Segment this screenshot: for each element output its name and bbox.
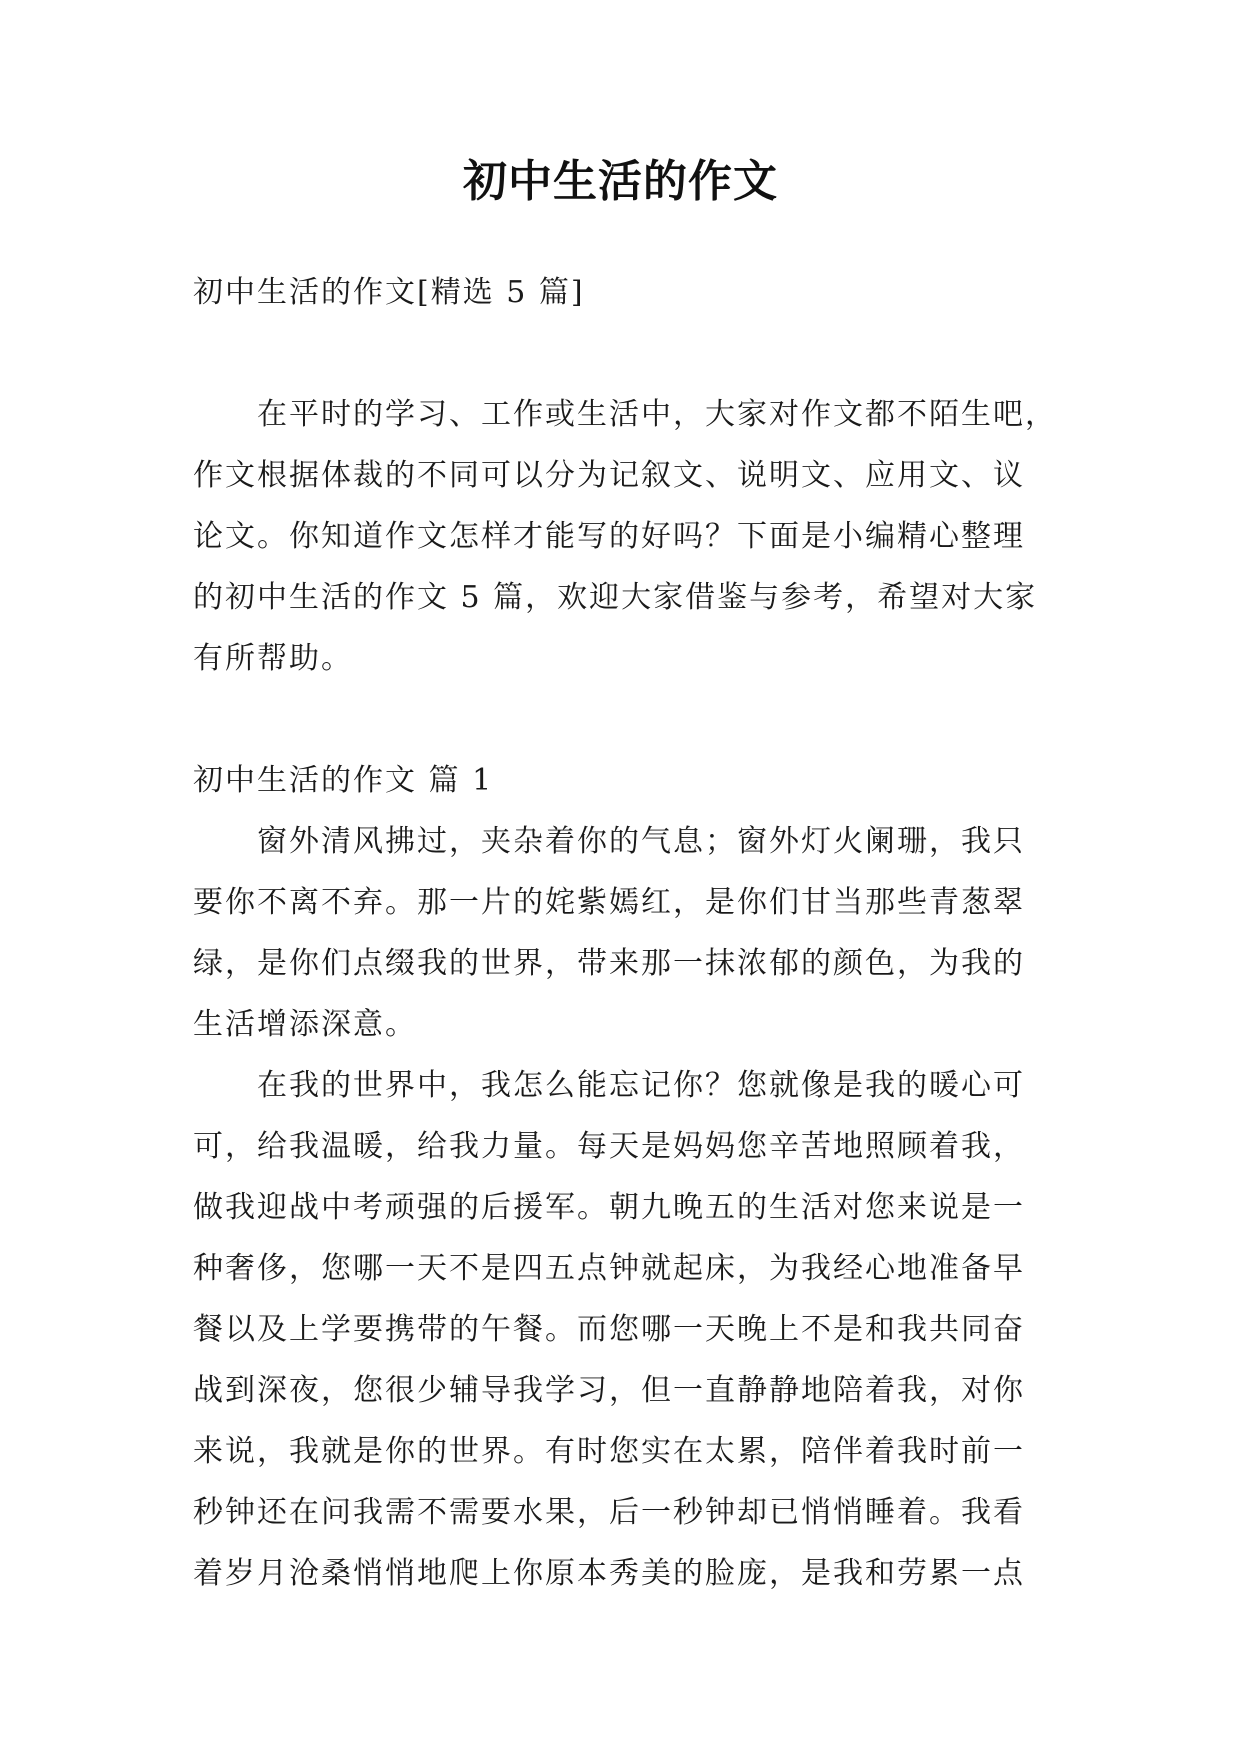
body-line: 做我迎战中考顽强的后援军。朝九晚五的生活对您来说是一: [193, 1190, 1025, 1225]
intro-line: 作文根据体裁的不同可以分为记叙文、说明文、应用文、议: [193, 458, 1025, 493]
intro-line: 的初中生活的作文 5 篇，欢迎大家借鉴与参考，希望对大家: [193, 580, 1038, 615]
document-body: [193, 262, 1063, 1604]
spacer: [193, 323, 1063, 384]
document-subtitle: 初中生活的作文[精选 5 篇]: [193, 275, 585, 310]
body-line: 着岁月沧桑悄悄地爬上你原本秀美的脸庞，是我和劳累一点: [193, 1556, 1025, 1591]
body-line: 窗外清风拂过，夹杂着你的气息；窗外灯火阑珊，我只: [193, 824, 1025, 859]
body-line: 绿，是你们点缀我的世界，带来那一抹浓郁的颜色，为我的: [193, 946, 1025, 981]
section-heading: 初中生活的作文 篇 1: [193, 763, 494, 798]
intro-line: 论文。你知道作文怎样才能写的好吗？下面是小编精心整理: [193, 519, 1025, 554]
body-line: 要你不离不弃。那一片的姹紫嫣红，是你们甘当那些青葱翠: [193, 885, 1025, 920]
document-title: 初中生活的作文: [463, 156, 778, 207]
body-line: 在我的世界中，我怎么能忘记你？您就像是我的暖心可: [193, 1068, 1025, 1103]
body-line: 餐以及上学要携带的午餐。而您哪一天晚上不是和我共同奋: [193, 1312, 1025, 1347]
body-line: 战到深夜，您很少辅导我学习，但一直静静地陪着我，对你: [193, 1373, 1025, 1408]
body-line: 来说，我就是你的世界。有时您实在太累，陪伴着我时前一: [193, 1434, 1025, 1469]
intro-line: 有所帮助。: [193, 641, 353, 676]
section-body: [193, 811, 1063, 1604]
body-line: 秒钟还在问我需不需要水果，后一秒钟却已悄悄睡着。我看: [193, 1495, 1025, 1530]
intro-line: 在平时的学习、工作或生活中，大家对作文都不陌生吧，: [193, 397, 1057, 432]
spacer: [193, 689, 1063, 750]
intro-paragraph: [193, 384, 1063, 689]
body-line: 生活增添深意。: [193, 1007, 417, 1042]
body-line: 种奢侈，您哪一天不是四五点钟就起床，为我经心地准备早: [193, 1251, 1025, 1286]
body-line: 可，给我温暖，给我力量。每天是妈妈您辛苦地照顾着我，: [193, 1129, 1025, 1164]
